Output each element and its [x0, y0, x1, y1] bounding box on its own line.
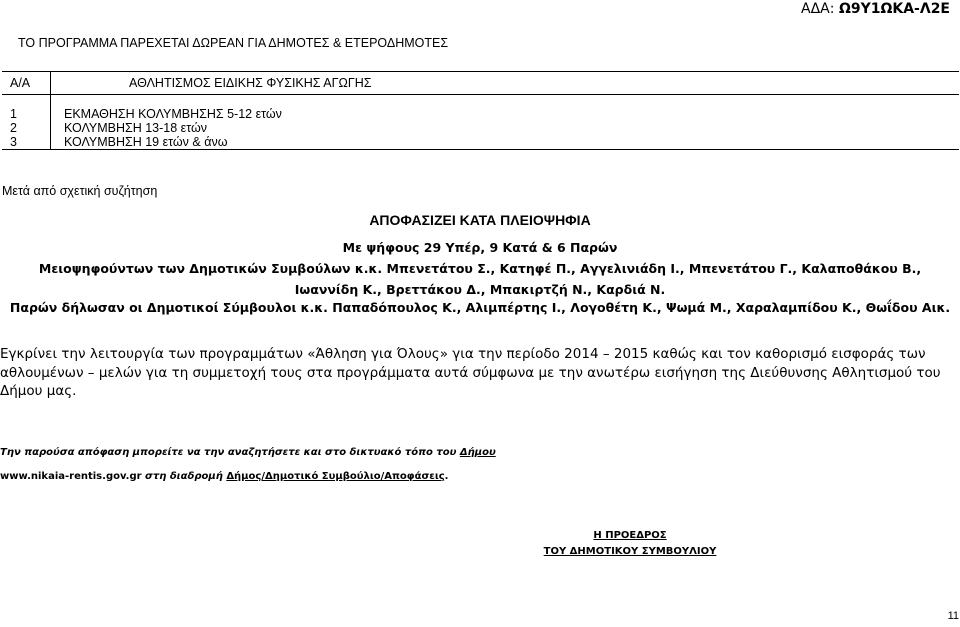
minority-line-2: Ιωαννίδη Κ., Βρεττάκου Δ., Μπακιρτζή Ν., Καρδιά Ν.: [294, 282, 666, 297]
notice-path: Δήμος/Δημοτικό Συμβούλιο/Αποφάσεις: [226, 471, 445, 482]
signature-role: [0, 530, 960, 541]
discussion-note: Μετά από σχετική συζήτηση: [2, 184, 158, 198]
signature-body-text: ΤΟΥ ΔΗΜΟΤΙΚΟΥ ΣΥΜΒΟΥΛΙΟΥ: [543, 546, 717, 557]
notice-municipality-link: Δήμου: [459, 447, 496, 458]
decision-body-text: Εγκρίνει την λειτουργία των προγραμμάτων «Άθληση για Όλους» για την περίοδο 2014 – 2015 καθώς και τον καθορισμό εισφοράς των αθλουμένων – μελών για τη συμμετοχή τους στα προγράμματα αυτά σύμφωνα με την ανωτέρω εισήγηση της Διεύθυνσης Αθλητισμού του Δήμου μας.: [0, 346, 941, 399]
notice-text: Την παρούσα απόφαση μπορείτε να την αναζητήσετε και στο δικτυακό τόπο του: [0, 447, 460, 458]
row-title: ΚΟΛΥΜΒΗΣΗ 13-18 ετών: [64, 121, 207, 135]
notice-end: .: [444, 471, 449, 482]
minority-line-1: Μειοψηφούντων των Δημοτικών Συμβούλων κ.κ. Μπενετάτου Σ., Κατηφέ Π., Αγγελινιάδη Ι., Μπενετάτου Γ., Καλαποθάκου Β.,: [38, 261, 922, 276]
free-program-note: ΤΟ ΠΡΟΓΡΑΜΜΑ ΠΑΡΕΧΕΤΑΙ ΔΩΡΕΑΝ ΓΙΑ ΔΗΜΟΤΕΣ & ΕΤΕΡΟΔΗΜΟΤΕΣ: [18, 36, 449, 50]
row-title: ΕΚΜΑΘΗΣΗ ΚΟΛΥΜΒΗΣΗΣ 5-12 ετών: [64, 107, 282, 121]
signature-role-text: Η ΠΡΟΕΔΡΟΣ: [593, 530, 667, 541]
program-table: [2, 71, 959, 150]
table-row: [2, 121, 959, 135]
signature-body: [0, 546, 960, 557]
row-title: ΚΟΛΥΜΒΗΣΗ 19 ετών & άνω: [51, 135, 960, 150]
row-num: 1: [2, 107, 51, 121]
row-num: 3: [2, 135, 51, 150]
table-row: [2, 107, 959, 121]
col-title-header: ΑΘΛΗΤΙΣΜΟΣ ΕΙΔΙΚΗΣ ΦΥΣΙΚΗΣ ΑΓΩΓΗΣ: [51, 72, 960, 95]
table-row: [2, 135, 959, 150]
page-number: 11: [947, 610, 959, 622]
table-spacer: [2, 95, 959, 108]
website-notice-line-1: [0, 447, 496, 458]
decision-votes: Με ψήφους 29 Υπέρ, 9 Κατά & 6 Παρών: [342, 240, 618, 255]
ada-identifier: [801, 1, 950, 17]
col-num-header: Α/Α: [2, 72, 51, 95]
present-line: Παρών δήλωσαν οι Δημοτικοί Σύμβουλοι κ.κ. Παπαδόπουλος Κ., Αλιμπέρτης Ι., Λογοθέτη Κ., Ψωμά Μ., Χαραλαμπίδου Κ., Θωΐδου Αικ.: [9, 300, 951, 315]
program-table-header: [2, 72, 959, 95]
ada-label: ΑΔΑ:: [801, 1, 839, 17]
notice-path-intro: στη διαδρομή: [141, 471, 227, 482]
ada-code: Ω9Υ1ΩΚΑ-Λ2Ε: [838, 1, 950, 17]
decision-title: ΑΠΟΦΑΣΙΖΕΙ ΚΑΤΑ ΠΛΕΙΟΨΗΦΙΑ: [369, 212, 591, 228]
row-num: 2: [2, 121, 51, 135]
notice-url: www.nikaia-rentis.gov.gr: [0, 471, 142, 482]
website-notice-line-2: [0, 471, 448, 482]
